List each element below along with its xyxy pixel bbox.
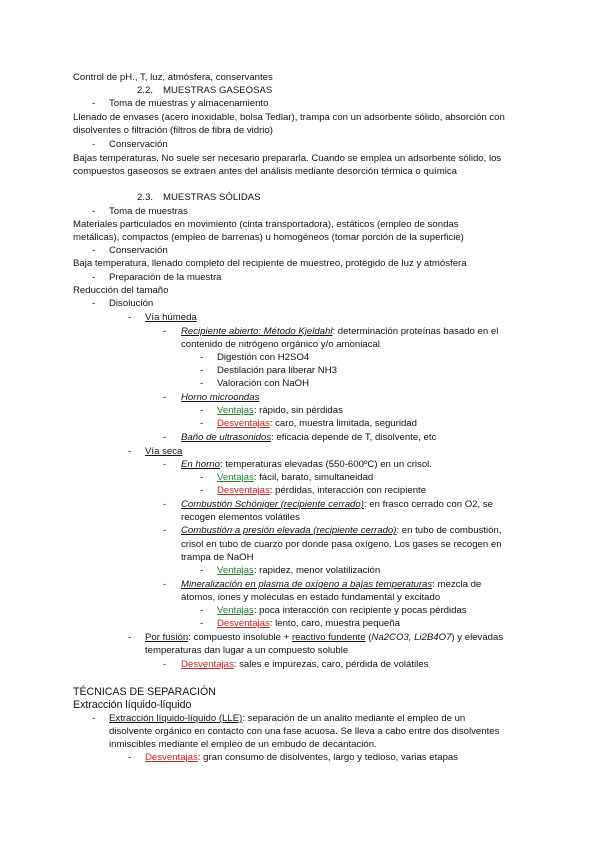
dash-bullet: - [163, 326, 167, 337]
kjeldahl-desc: : determinación proteínas basado en el [332, 326, 499, 337]
text-line: crisol en tubo de cuarzo por donde pasa oxígeno. Los gases se recogen en [181, 539, 502, 550]
lle-desc: : separación de un analito mediante el empleo de un [242, 713, 466, 724]
text-line: recogen elementos volátiles [181, 512, 300, 523]
bullet-heading: Toma de muestras y almacenamiento [109, 98, 269, 109]
dash-bullet: - [92, 98, 96, 109]
list-item [217, 472, 373, 484]
section-heading: TÉCNICAS DE SEPARACIÓN [73, 686, 216, 698]
dash-bullet: - [92, 139, 96, 150]
desventajas-label: Desventajas [217, 618, 270, 629]
subheading-via-seca: Vía seca [145, 446, 183, 457]
list-item [217, 618, 400, 630]
text-line: disolventes o filtración (filtros de fibra de vidrio) [73, 125, 273, 136]
desventajas-text: : caro, muestra limitada, seguridad [269, 418, 417, 429]
schoniger-title: Combustión Schöniger (recipiente cerrado) [181, 499, 364, 510]
desventajas-label: Desventajas [181, 659, 234, 670]
dash-bullet: - [200, 618, 204, 629]
bano-title: Baño de ultrasonidos [181, 432, 272, 443]
text-line: trampa de NaOH [181, 552, 254, 563]
en-horno-title: En horno [181, 459, 220, 470]
en-horno-desc: : temperaturas elevadas (550-600ºC) en un crisol. [219, 459, 432, 470]
text-line [181, 499, 493, 511]
dash-bullet: - [200, 472, 204, 483]
list-item [181, 659, 428, 671]
text-line [181, 579, 481, 591]
text-line [181, 459, 432, 471]
ventajas-label: Ventajas [217, 472, 254, 483]
ventajas-text: : poca interacción con recipiente y pocas pérdidas [253, 605, 467, 616]
dash-bullet: - [92, 206, 96, 217]
section-title: MUESTRAS GASEOSAS [163, 85, 273, 96]
desventajas-label: Desventajas [217, 418, 270, 429]
section-title: MUESTRAS SÓLIDAS [163, 192, 261, 203]
dash-bullet: - [163, 659, 167, 670]
text-line: Reducción del tamaño [73, 285, 169, 296]
text-line: inmiscibles mediante el empleo de un embudo de decantación. [109, 739, 377, 750]
text-line [181, 326, 498, 338]
text-line: Materiales particulados en movimiento (cinta transportadora), estáticos (empleo de sondas [73, 219, 459, 230]
ventajas-text: : fácil, barato, simultaneidad [253, 472, 374, 483]
lle-title: Extracción líquido-líquido (LLE) [109, 713, 243, 724]
fusion-title: Por fusión [145, 632, 189, 643]
bullet-heading: Toma de muestras [109, 206, 188, 217]
text-line [181, 432, 436, 444]
desventajas-label: Desventajas [145, 752, 198, 763]
dash-bullet: - [92, 272, 96, 283]
list-item [217, 565, 380, 577]
list-item: Digestión con H2SO4 [217, 352, 310, 363]
list-item [217, 418, 417, 430]
dash-bullet: - [200, 605, 204, 616]
kjeldahl-title: Recipiente abierto: Método Kjeldahl [181, 326, 333, 337]
list-item [145, 752, 458, 764]
desventajas-text: : sales e impurezas, caro, pérdida de volátiles [233, 659, 429, 670]
ventajas-text: : rapidez, menor volatilización [253, 565, 381, 576]
dash-bullet: - [128, 312, 132, 323]
text-line: compuestos gaseosos se extraen antes del análisis mediante desorción térmica o química [73, 166, 457, 177]
dash-bullet: - [163, 579, 167, 590]
dash-bullet: - [200, 365, 204, 376]
text-line [109, 713, 465, 725]
dash-bullet: - [163, 459, 167, 470]
dash-bullet: - [200, 378, 204, 389]
text-line: contenido de nitrógeno orgánico y/o amoniacal [181, 339, 380, 350]
bano-desc: : eficacia depende de T, disolvente, etc [271, 432, 437, 443]
dash-bullet: - [128, 632, 132, 643]
ventajas-text: : rápido, sin pérdidas [253, 405, 343, 416]
fusion-reactivo: reactivo fundente [291, 632, 366, 643]
text-line: temperaturas dan lugar a un compuesto soluble [145, 645, 349, 656]
dash-bullet: - [128, 446, 132, 457]
dash-bullet: - [200, 405, 204, 416]
desventajas-text: : gran consumo de disolventes, largo y tedioso, varias etapas [197, 752, 459, 763]
dash-bullet: - [200, 352, 204, 363]
text-line [145, 632, 503, 644]
desventajas-label: Desventajas [217, 485, 270, 496]
subheading-via-humeda: Vía húmeda [145, 312, 197, 323]
text-line [181, 525, 502, 537]
presion-title: Combustión a presión elevada (recipiente cerrado) [181, 525, 397, 536]
ventajas-label: Ventajas [217, 565, 254, 576]
list-item: Valoración con NaOH [217, 378, 310, 389]
dash-bullet: - [163, 432, 167, 443]
fusion-chem: Na2CO3, Li2B4O7 [371, 632, 452, 643]
desventajas-text: : pérdidas, interacción con recipiente [269, 485, 427, 496]
dash-bullet: - [200, 418, 204, 429]
bullet-heading: Preparación de la muestra [109, 272, 222, 283]
text-line: Llenado de envases (acero inoxidable, bolsa Tedlar), trampa con un adsorbente sólido, absorción con [73, 112, 505, 123]
list-item [217, 405, 343, 417]
horno-microondas-title: Horno microondas [181, 392, 260, 403]
text-line: Control de pH., T, luz, atmósfera, conservantes [73, 72, 273, 83]
subsection-heading: Extracción líquido-líquido [73, 699, 192, 711]
fusion-desc-b: ) y elevadas [451, 632, 504, 643]
text-line: átomos, iones y moléculas en estado fundamental y excitado [181, 592, 441, 603]
dash-bullet: - [92, 298, 96, 309]
bullet-heading: Conservación [109, 245, 168, 256]
bullet-heading: Disolución [109, 298, 154, 309]
fusion-desc: : compuesto insoluble + [188, 632, 292, 643]
mineral-desc: : mezcla de [432, 579, 482, 590]
presion-desc: : en tubo de combustión, [396, 525, 502, 536]
dash-bullet: - [163, 525, 167, 536]
ventajas-label: Ventajas [217, 605, 254, 616]
dash-bullet: - [92, 713, 96, 724]
text-line: metálicas), compactos (empleo de barrenas) u homogéneos (tomar porción de la superficie) [73, 232, 464, 243]
desventajas-text: : lento, caro, muestra pequeña [269, 618, 400, 629]
text-line: Baja temperatura, llenado completo del recipiente de muestreo, protegido de luz y atmósfera [73, 258, 467, 269]
list-item: Destilación para liberar NH3 [217, 365, 337, 376]
list-item [217, 485, 426, 497]
list-item [217, 605, 467, 617]
dash-bullet: - [92, 245, 96, 256]
fusion-paren: ( [365, 632, 372, 643]
mineral-title: Mineralización en plasma de oxígeno a bajas temperaturas [181, 579, 433, 590]
ventajas-label: Ventajas [217, 405, 254, 416]
dash-bullet: - [163, 499, 167, 510]
section-number: 2.3. [137, 192, 154, 203]
dash-bullet: - [128, 752, 132, 763]
dash-bullet: - [163, 392, 167, 403]
dash-bullet: - [200, 565, 204, 576]
dash-bullet: - [200, 485, 204, 496]
text-line: disolvente orgánico en contacto con una fase acuosa. Se lleva a cabo entre dos disolventes [109, 726, 500, 737]
section-number: 2.2. [137, 85, 154, 96]
schoniger-desc: : en frasco cerrado con O2, se [363, 499, 493, 510]
bullet-heading: Conservación [109, 139, 168, 150]
text-line: Bajas temperaturas. No suele ser necesario prepararla. Cuando se emplea un adsorbente sólido, los [73, 153, 502, 164]
